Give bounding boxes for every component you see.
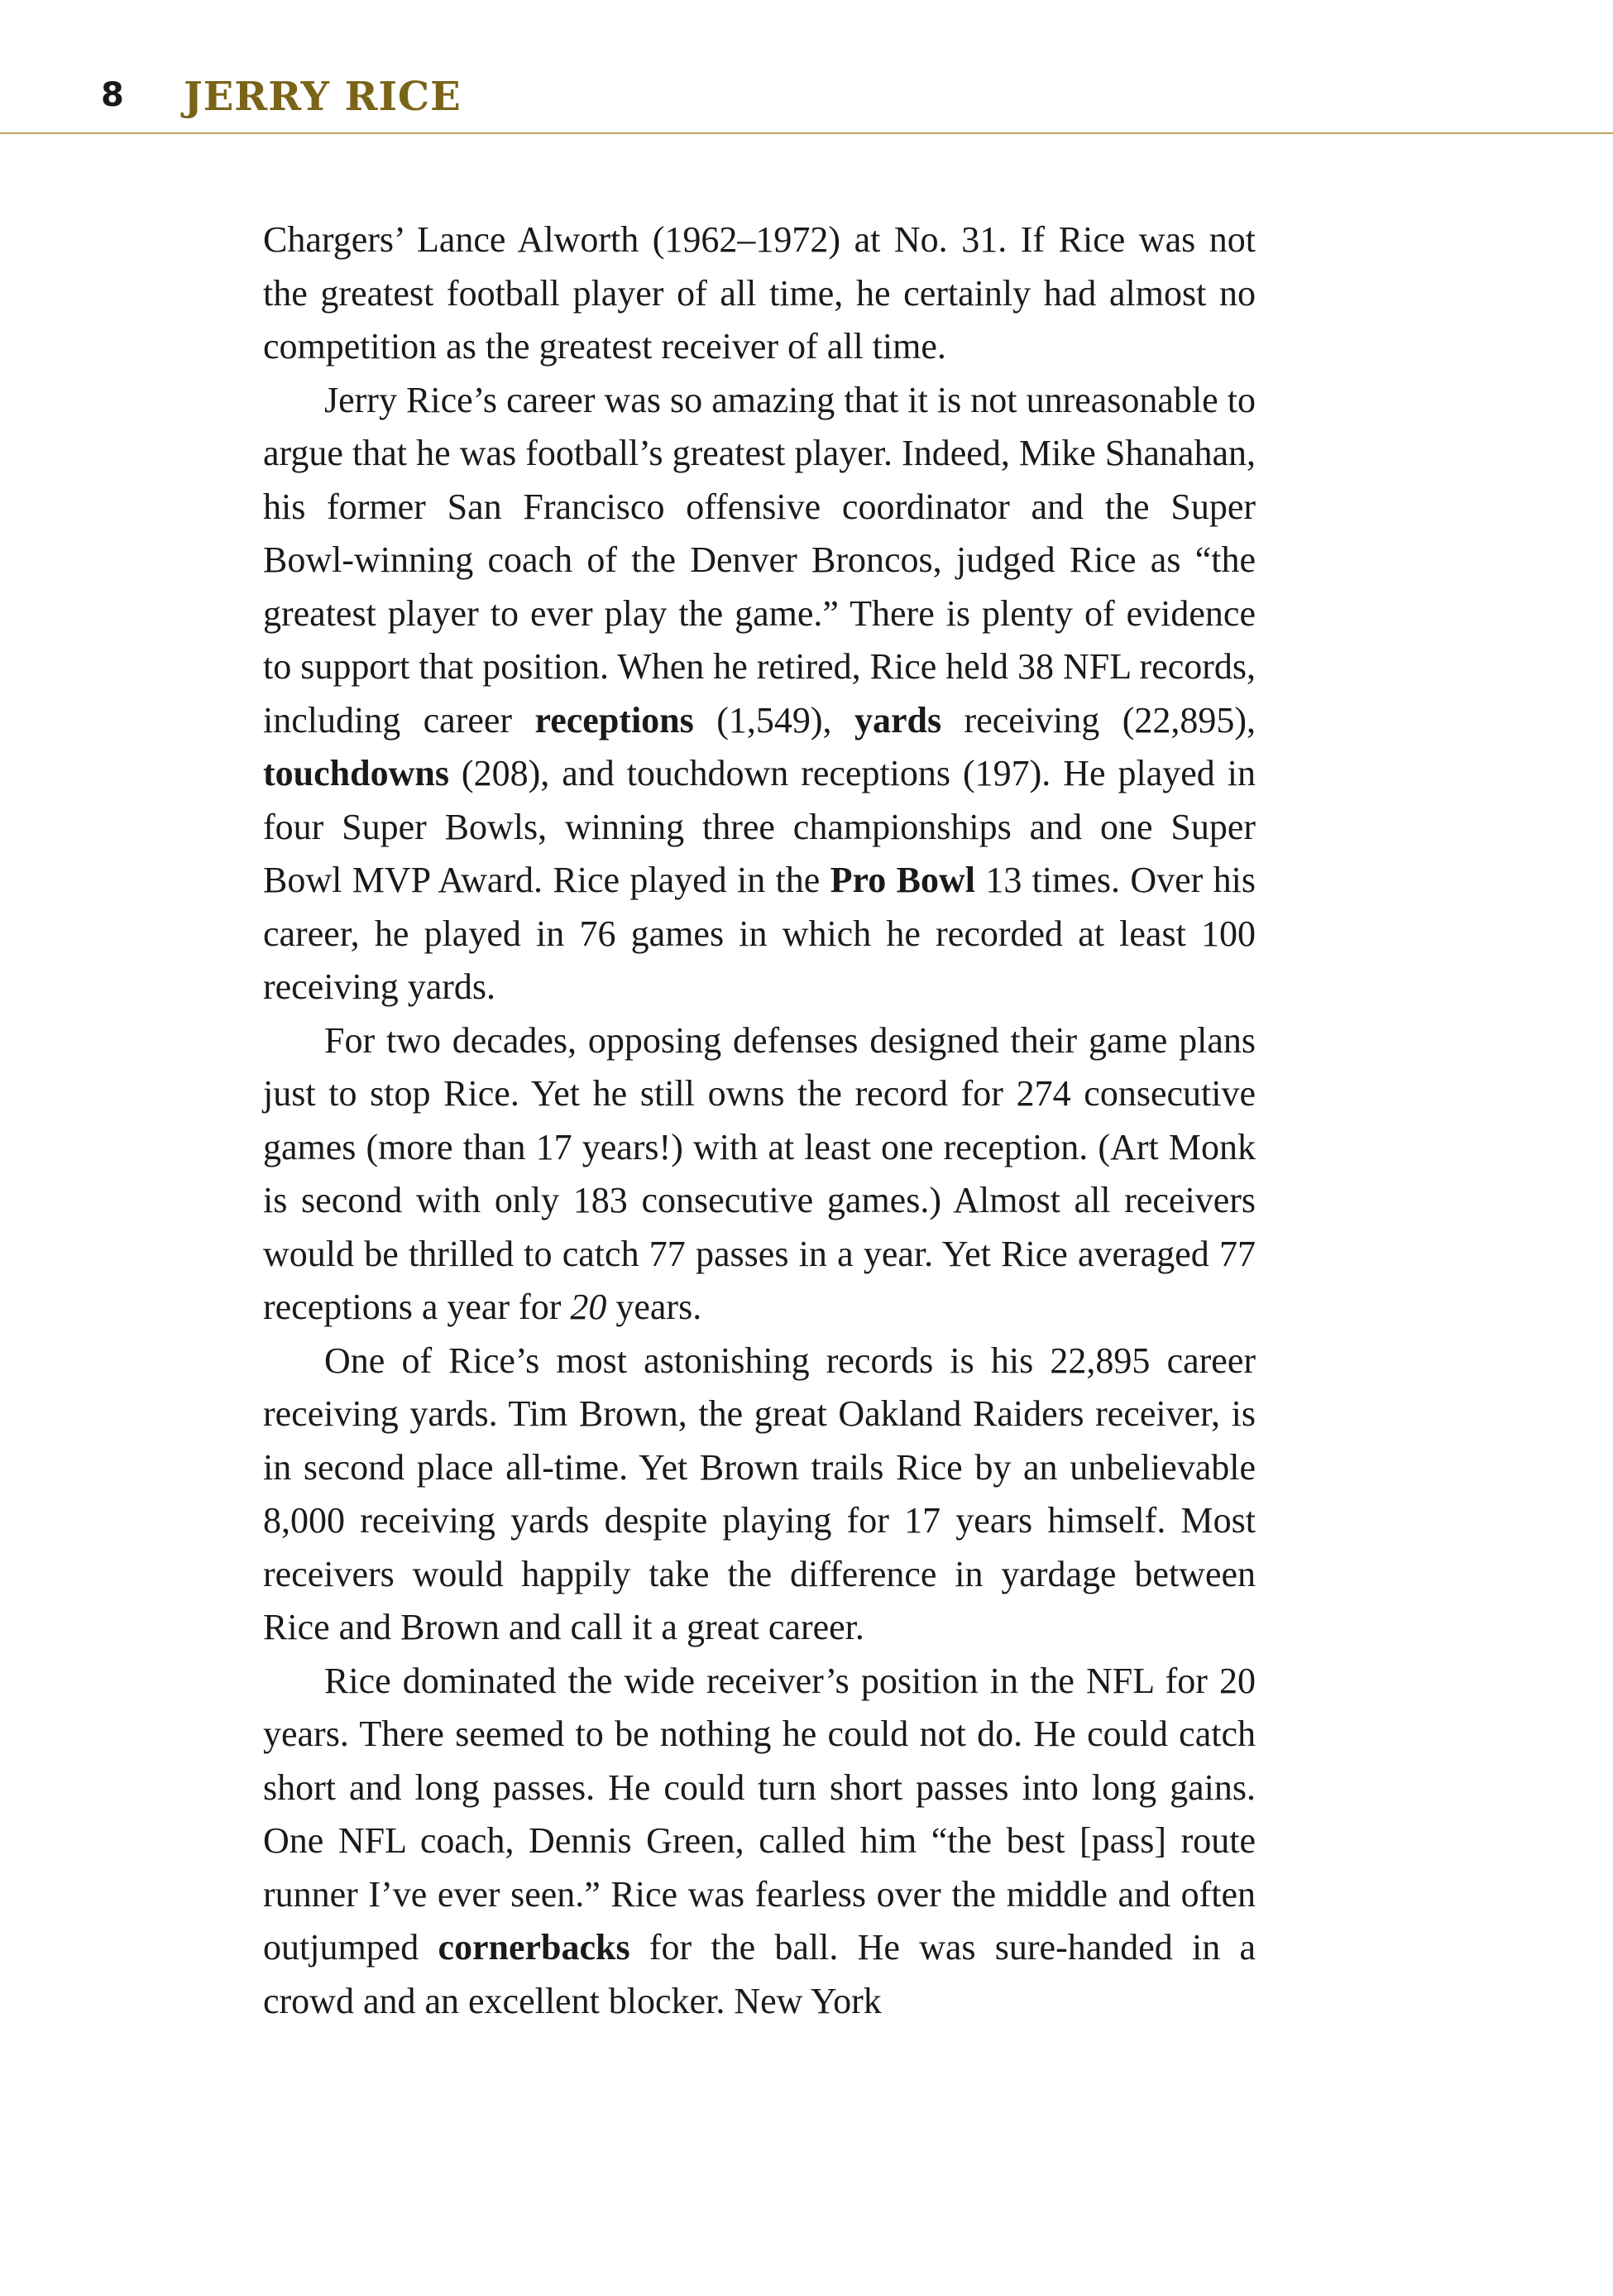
text-run: For two decades, opposing defenses designed their game plans just to stop Rice. Yet he still owns the record for 274 consecutive games (more than 17 years!) with at least one reception. (Art Monk is second with only 183 consecutive games.) Almost all receivers would be thrilled to catch 77 passes in a year. Yet Rice averaged 77 receptions a year for (263, 1019, 1256, 1327)
paragraph-5 (263, 1655, 1256, 2029)
text-run: receiving (22,895), (941, 699, 1256, 741)
glossary-term-pro-bowl: Pro Bowl (830, 860, 975, 900)
body-text (263, 213, 1256, 2028)
text-run: 13 times. Over his career, he played in 76 games in which he recorded at least 100 receiving yards. (263, 860, 1256, 1007)
paragraph-3 (263, 1014, 1256, 1335)
paragraph-2 (263, 374, 1256, 1014)
glossary-term-receptions: receptions (534, 699, 694, 741)
glossary-term-cornerbacks: cornerbacks (438, 1927, 630, 1968)
header-rule (0, 132, 1613, 134)
running-title: JERRY RICE (184, 74, 462, 120)
glossary-term-touchdowns: touchdowns (263, 753, 449, 793)
paragraph-1 (263, 213, 1256, 374)
emphasis-20: 20 (570, 1287, 607, 1327)
text-run: (208), and touchdown receptions (197). He played in four Super Bowls, winning three championships and one Super Bowl MVP Award. Rice played in the (263, 753, 1256, 900)
text-run: One of Rice’s most astonishing records is his 22,895 career receiving yards. Tim Brown, the great Oakland Raiders receiver, is in second place all-time. Yet Brown trails Rice by an unbelievable 8,000 receiving yards despite playing for 17 years himself. Most receivers would happily take the difference in yardage between Rice and Brown and call it a great career. (263, 1340, 1256, 1647)
text-run: for the ball. He was sure-handed in a crowd and an excellent blocker. New York (263, 1927, 1256, 2021)
glossary-term-yards: yards (854, 699, 942, 741)
page-header (0, 0, 1613, 137)
text-run: (1,549), (693, 699, 854, 741)
page-number: 8 (101, 76, 124, 114)
paragraph-4 (263, 1335, 1256, 1655)
text-run: Chargers’ Lance Alworth (1962–1972) at No. 31. If Rice was not the greatest football player of all time, he certainly had almost no competition as the greatest receiver of all time. (263, 219, 1256, 367)
text-run: Rice dominated the wide receiver’s position in the NFL for 20 years. There seemed to be nothing he could not do. He could catch short and long passes. He could turn short passes into long gains. One NFL coach, Dennis Green, called him “the best [pass] route runner I’ve ever seen.” Rice was fearless over the middle and often outjumped (263, 1660, 1256, 1968)
text-run: Jerry Rice’s career was so amazing that it is not unreasonable to argue that he was football’s greatest player. Indeed, Mike Shanahan, his former San Francisco offensive coordinator and the Super Bowl-winning coach of the Denver Broncos, judged Rice as “the greatest player to ever play the game.” There is plenty of evidence to support that position. When he retired, Rice held 38 NFL records, including career (263, 379, 1256, 741)
text-run: years. (606, 1287, 702, 1327)
